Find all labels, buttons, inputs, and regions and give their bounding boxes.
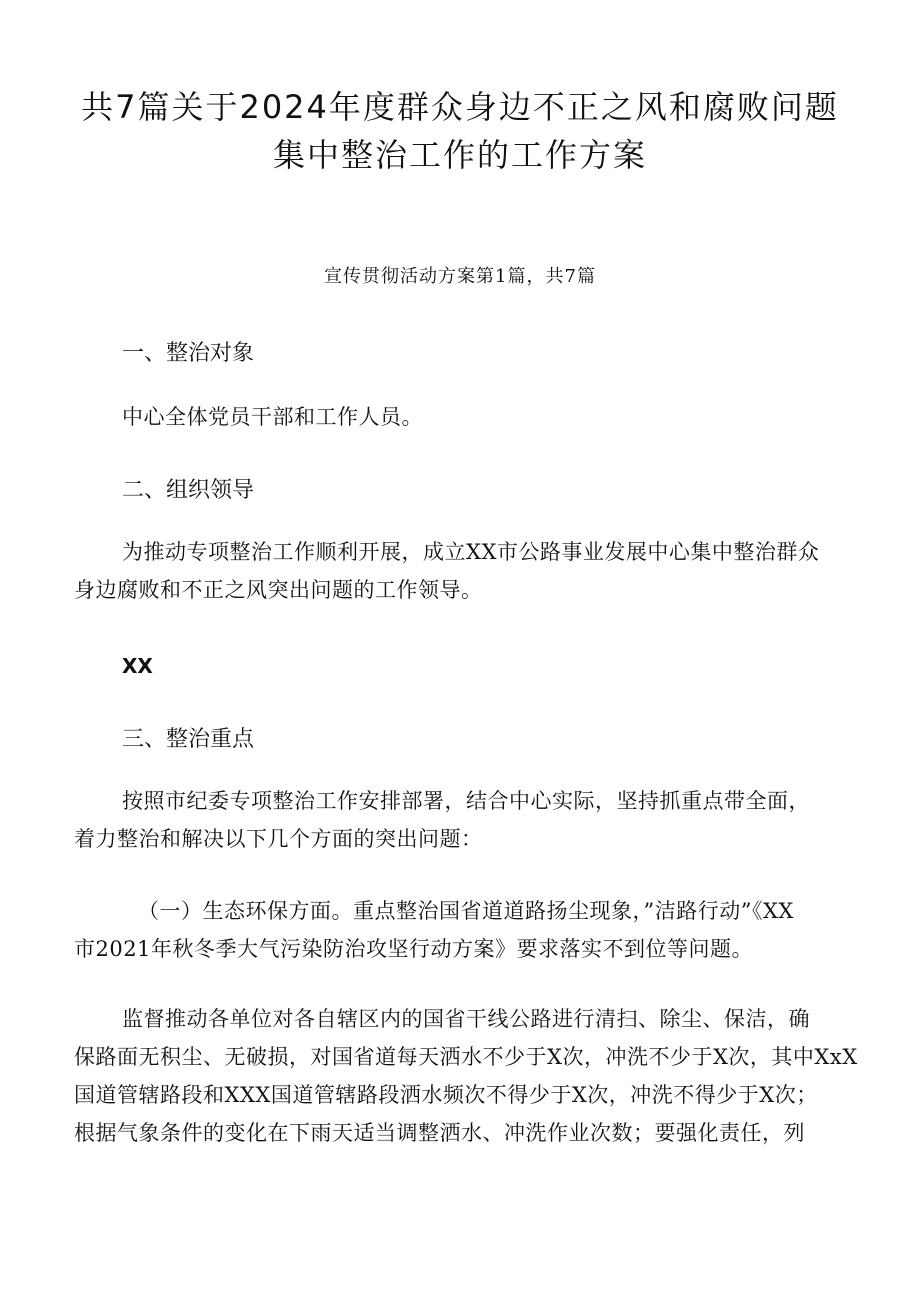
paragraph-supervision-line-3: 国道管辖路段和XXX国道管辖路段洒水频次不得少于X次，冲洗不得少于X次； <box>74 1083 818 1107</box>
paragraph-supervision-line-4: 根据气象条件的变化在下雨天适当调整洒水、冲洗作业次数；要强化责任，列 <box>74 1121 805 1145</box>
section-3-paragraph <box>74 782 864 858</box>
section-1-heading: 一、整治对象 <box>122 341 255 366</box>
section-1-text <box>122 398 912 436</box>
paragraph-ecology <box>74 892 864 968</box>
document-subtitle: 宣传贯彻活动方案第1篇，共7篇 <box>324 266 596 287</box>
document-title-line-1: 共7篇关于2024年度群众身边不正之风和腐败问题 <box>81 88 839 126</box>
section-3-heading: 三、整治重点 <box>122 727 255 752</box>
section-3-line-2: 着力整治和解决以下几个方面的突出问题： <box>74 827 483 851</box>
section-3-line-1: 按照市纪委专项整治工作安排部署，结合中心实际，坚持抓重点带全面， <box>122 789 810 813</box>
section-2-line-2: 身边腐败和不正之风突出问题的工作领导。 <box>74 578 483 602</box>
paragraph-ecology-line-1: （一）生态环保方面。重点整治国省道道路扬尘现象，”洁路行动”《XX <box>138 899 794 923</box>
section-2-heading: 二、组织领导 <box>122 478 255 503</box>
paragraph-supervision-line-2: 保路面无积尘、无破损，对国省道每天洒水不少于X次，冲洗不少于X次，其中XxX <box>74 1045 858 1069</box>
section-1-text-line: 中心全体党员干部和工作人员。 <box>122 405 423 429</box>
paragraph-supervision <box>74 1000 864 1152</box>
section-2-paragraph <box>74 533 864 609</box>
document-title-line-2: 集中整治工作的工作方案 <box>272 136 647 174</box>
paragraph-supervision-line-1: 监督推动各单位对各自辖区内的国省干线公路进行清扫、除尘、保洁，确 <box>122 1007 810 1031</box>
section-2-line-1: 为推动专项整治工作顺利开展，成立XX市公路事业发展中心集中整治群众 <box>122 540 820 564</box>
xx-label: XX <box>122 654 153 678</box>
paragraph-ecology-line-2: 市2021年秋冬季大气污染防治攻坚行动方案》要求落实不到位等问题。 <box>74 937 753 961</box>
